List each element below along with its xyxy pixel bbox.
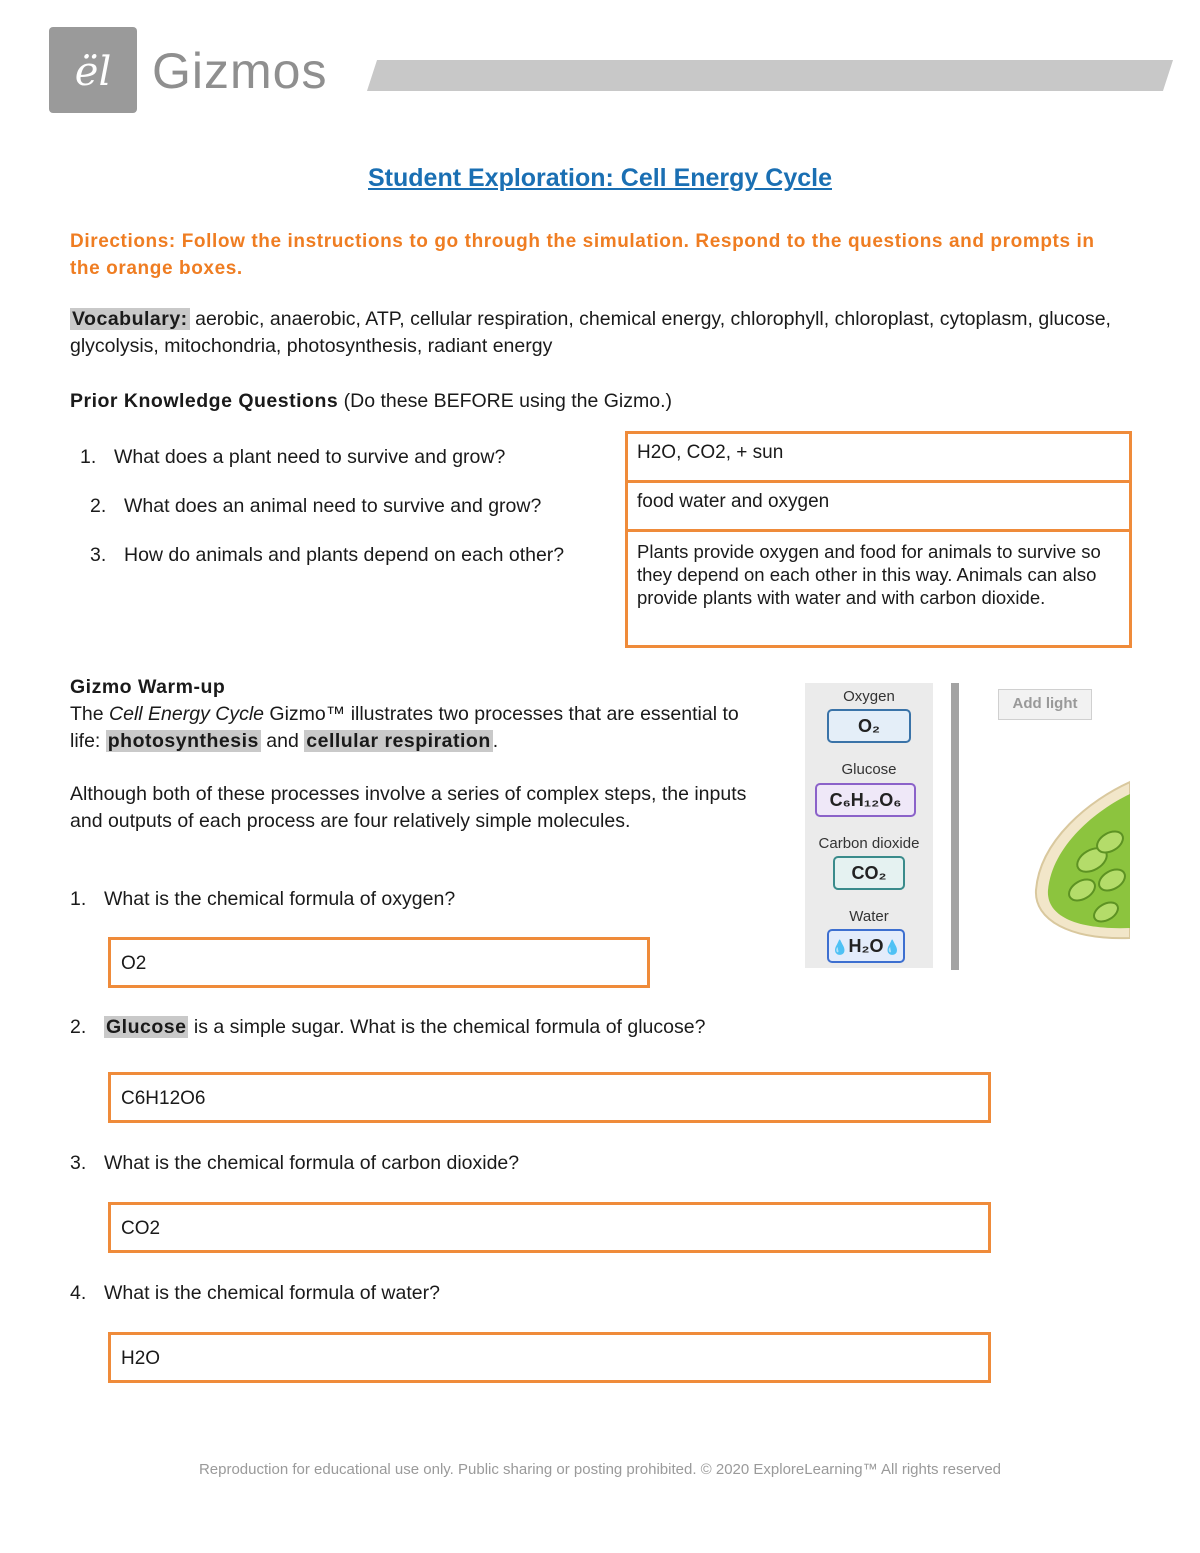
- add-light-button[interactable]: Add light: [998, 689, 1092, 720]
- chloroplast-icon: [1030, 780, 1130, 945]
- warmup-answer-1[interactable]: O2: [108, 937, 650, 988]
- panel-divider: [951, 683, 959, 970]
- el-logo-icon: [49, 27, 137, 113]
- warmup-question-1: 1. What is the chemical formula of oxygen?: [70, 888, 456, 910]
- warmup-question-4: 4. What is the chemical formula of water?: [70, 1282, 440, 1304]
- header-bar: [367, 60, 1173, 91]
- warmup-question-2: 2. Glucose is a simple sugar. What is the chemical formula of glucose?: [70, 1016, 706, 1038]
- droplet-icon: 💧: [883, 939, 901, 955]
- pk-question-3: 3. How do animals and plants depend on each other?: [90, 544, 565, 566]
- molecule-label-carbon-dioxide: Carbon dioxide: [818, 835, 920, 852]
- svg-text:ël: ël: [74, 49, 112, 95]
- copyright-footer: Reproduction for educational use only. Public sharing or posting prohibited. © 2020 ExploreLearning™ All rights reserved: [198, 1461, 1002, 1478]
- term-cellular-respiration: cellular respiration: [306, 730, 491, 752]
- warmup-answer-2[interactable]: C6H12O6: [108, 1072, 991, 1123]
- warmup-intro: The Cell Energy Cycle Gizmo™ illustrates two processes that are essential to life: photosynthesis and cellular respiration .: [70, 703, 739, 752]
- molecule-label-water: Water: [849, 908, 889, 925]
- warmup-heading: Gizmo Warm-up: [70, 676, 226, 698]
- vocabulary: [70, 306, 1140, 360]
- pk-answer-1[interactable]: H2O, CO2, + sun: [625, 431, 1132, 483]
- molecule-label-glucose: Glucose: [841, 761, 897, 778]
- glucose-molecule[interactable]: C₆H₁₂O₆: [815, 783, 916, 817]
- pk-answer-2[interactable]: food water and oxygen: [625, 480, 1132, 532]
- molecule-label-oxygen: Oxygen: [843, 688, 895, 705]
- warmup-question-3: 3. What is the chemical formula of carbon dioxide?: [70, 1152, 520, 1174]
- droplet-icon: 💧: [831, 939, 849, 955]
- directions: Directions: Follow the instructions to go through the simulation. Respond to the questions and prompts in the orange boxes.: [70, 231, 1095, 279]
- term-glucose: Glucose: [106, 1016, 187, 1038]
- warmup-paragraph: Although both of these processes involve a series of complex steps, the inputs and outputs of each process are four relatively simple molecules.: [70, 783, 747, 832]
- vocabulary-terms: aerobic, anaerobic, ATP, cellular respiration, chemical energy, chlorophyll, chloroplast, cytoplasm, glucose, glycolysis, mitochondria, photosynthesis, radiant energy: [70, 308, 1111, 357]
- term-photosynthesis: photosynthesis: [107, 730, 259, 752]
- warmup-answer-4[interactable]: H2O: [108, 1332, 991, 1383]
- oxygen-molecule[interactable]: O₂: [827, 709, 911, 743]
- carbon-dioxide-molecule[interactable]: CO₂: [833, 856, 905, 890]
- water-molecule[interactable]: 💧H₂O💧: [827, 929, 905, 963]
- pk-answer-3[interactable]: Plants provide oxygen and food for animals to survive so they depend on each other in this way. Animals can also provide plants with water and with carbon dioxide.: [625, 529, 1132, 648]
- pk-question-2: 2. What does an animal need to survive and grow?: [90, 495, 542, 517]
- prior-knowledge-heading: Prior Knowledge Questions (Do these BEFORE using the Gizmo.): [70, 390, 672, 412]
- page-title: Student Exploration: Cell Energy Cycle: [368, 164, 832, 192]
- warmup-answer-3[interactable]: CO2: [108, 1202, 991, 1253]
- explorelearning-logo: [49, 27, 137, 113]
- vocabulary-label: Vocabulary:: [72, 308, 188, 330]
- molecule-panel: [805, 683, 933, 968]
- gizmos-logo-text: Gizmos: [152, 43, 328, 99]
- pk-question-1: 1. What does a plant need to survive and grow?: [80, 446, 506, 468]
